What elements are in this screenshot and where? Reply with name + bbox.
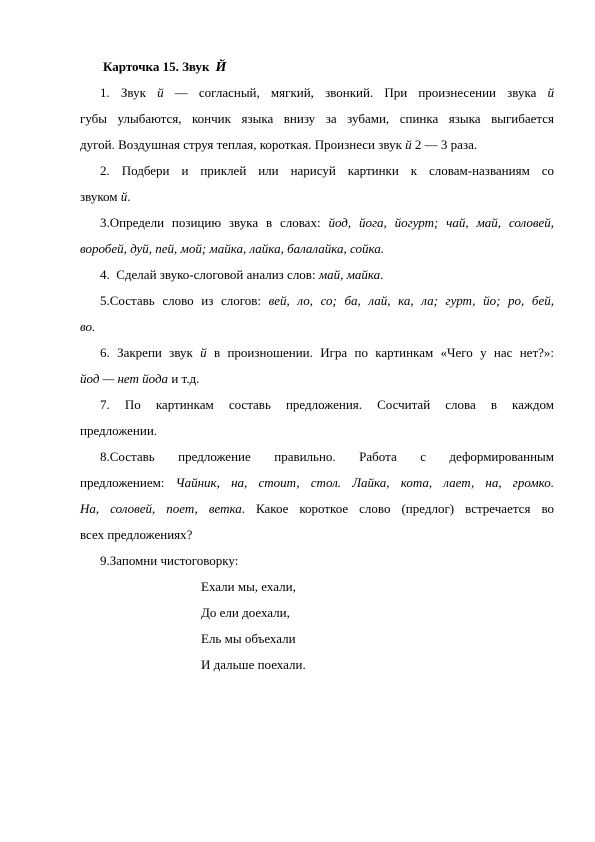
item-1-line-1: 1. Звук й — согласный, мягкий, звонкий. При произнесении звука й: [100, 85, 555, 100]
item-7-line-2: предложении.: [80, 423, 158, 438]
card-title-text: Карточка 15. Звук: [103, 59, 210, 74]
poem-line-4: И дальше поехали.: [201, 657, 306, 672]
item-6-line-2: йод — нет йода и т.д.: [80, 371, 200, 386]
item-2-line-1: 2. Подбери и приклей или нарисуй картинки к словам-названиям со: [100, 163, 555, 178]
item-3-line-1: 3.Определи позицию звука в словах: йод, йога, йогурт; чай, май, соловей,: [100, 215, 554, 230]
item-7-line-1: 7. По картинкам составь предложения. Сосчитай слова в каждом: [100, 397, 555, 412]
item-1-line-3: дугой. Воздушная струя теплая, короткая. Произнеси звук й 2 — 3 раза.: [80, 137, 478, 152]
item-5-line-1: 5.Составь слово из слогов: вей, ло, со; ба, лай, ка, ла; гурт, йо; ро, бей,: [100, 293, 554, 308]
poem-line-1: Ехали мы, ехали,: [201, 579, 296, 594]
item-9-line-1: 9.Запомни чистоговорку:: [100, 553, 239, 568]
item-5-line-2: во.: [80, 319, 96, 334]
item-6-line-1: 6. Закрепи звук й в произношении. Игра по картинкам «Чего у нас нет?»:: [100, 345, 555, 360]
card-title: [103, 58, 226, 77]
item-2-line-2: звуком й.: [80, 189, 131, 204]
poem-line-2: До ели доехали,: [201, 605, 290, 620]
item-8-line-4: всех предложениях?: [80, 527, 193, 542]
item-8-line-2: предложением: Чайник, на, стоит, стол. Лайка, кота, лает, на, громко.: [80, 475, 554, 490]
item-1-line-2: губы улыбаются, кончик языка внизу за зубами, спинка языка выгибается: [80, 111, 554, 126]
poem-line-3: Ель мы объехали: [201, 631, 296, 646]
item-4-line-1: 4. Сделай звуко-слоговой анализ слов: май, майка.: [100, 267, 384, 282]
item-8-line-3: На, соловей, поет, ветка. Какое короткое слово (предлог) встречается во: [80, 501, 554, 516]
item-3-line-2: воробей, дуй, пей, мой; майка, лайка, балалайка, сойка.: [80, 241, 384, 256]
card-sound: Й: [215, 60, 227, 75]
item-8-line-1: 8.Составь предложение правильно. Работа с деформированным: [100, 449, 554, 464]
